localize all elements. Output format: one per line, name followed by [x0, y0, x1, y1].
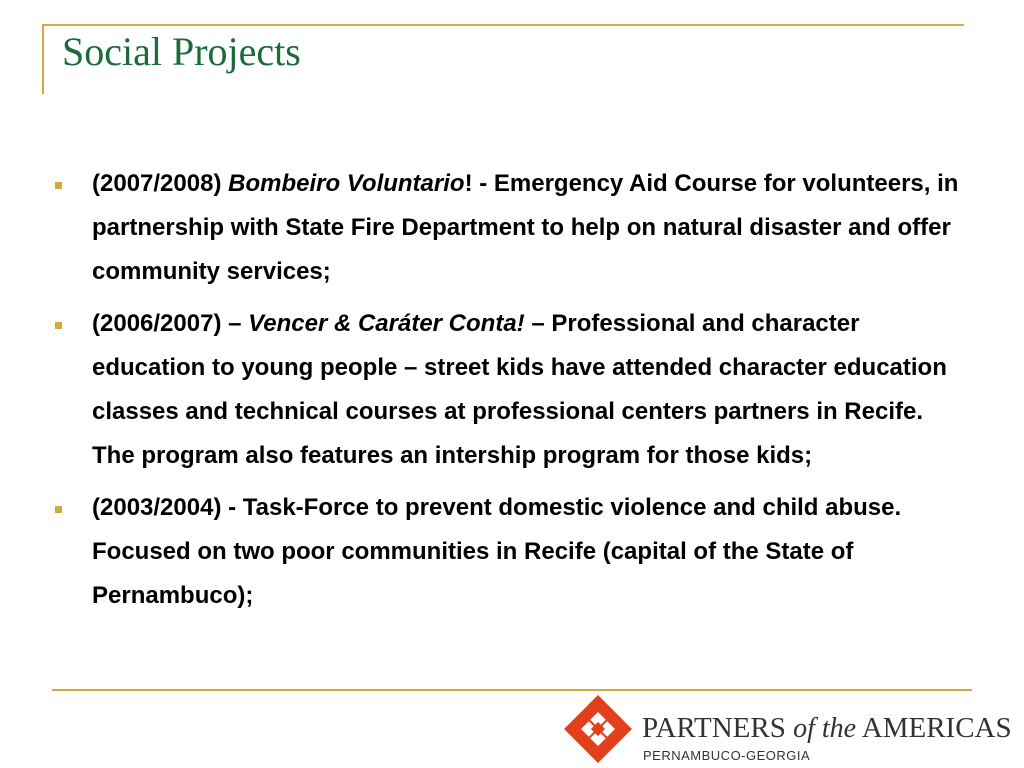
partners-logo-icon: [562, 693, 634, 765]
slide-title: Social Projects: [62, 29, 301, 74]
logo-subtitle: PERNAMBUCO-GEORGIA: [643, 748, 811, 763]
logo-name-part2: AMERICAS: [861, 712, 1012, 744]
bullet-text: (2003/2004) - Task-Force to prevent domestic violence and child abuse. Focused on two poor communities in Recife (capital of the State of Pernambuco);: [92, 494, 902, 609]
bullet-suffix: ! - Emergency Aid Course for volunteers, in partnership with State Fire Department to help on natural disaster and offer community services;: [92, 170, 959, 285]
bullet-marker-icon: [55, 182, 62, 189]
bullet-item: [55, 162, 970, 294]
left-rule: [42, 24, 44, 94]
logo-name-part1: PARTNERS: [642, 712, 786, 744]
bullet-item: [55, 486, 970, 618]
bullet-marker-icon: [55, 506, 62, 513]
bullet-prefix: (2006/2007) –: [92, 310, 249, 337]
top-rule: [42, 24, 964, 26]
bullet-marker-icon: [55, 322, 62, 329]
logo-name-connector: of the: [793, 713, 857, 744]
bottom-rule: [52, 689, 972, 691]
logo-name: [642, 712, 1012, 745]
bullet-list: [55, 162, 970, 626]
bullet-item: [55, 302, 970, 478]
bullet-italic: Bombeiro Voluntario: [228, 170, 465, 197]
bullet-suffix: – Professional and character education to young people – street kids have attended character education classes and technical courses at professional centers partners in Recife. The program also features an intership program for those kids;: [92, 310, 947, 469]
bullet-italic: Vencer & Caráter Conta!: [248, 310, 525, 337]
bullet-prefix: (2007/2008): [92, 170, 229, 197]
